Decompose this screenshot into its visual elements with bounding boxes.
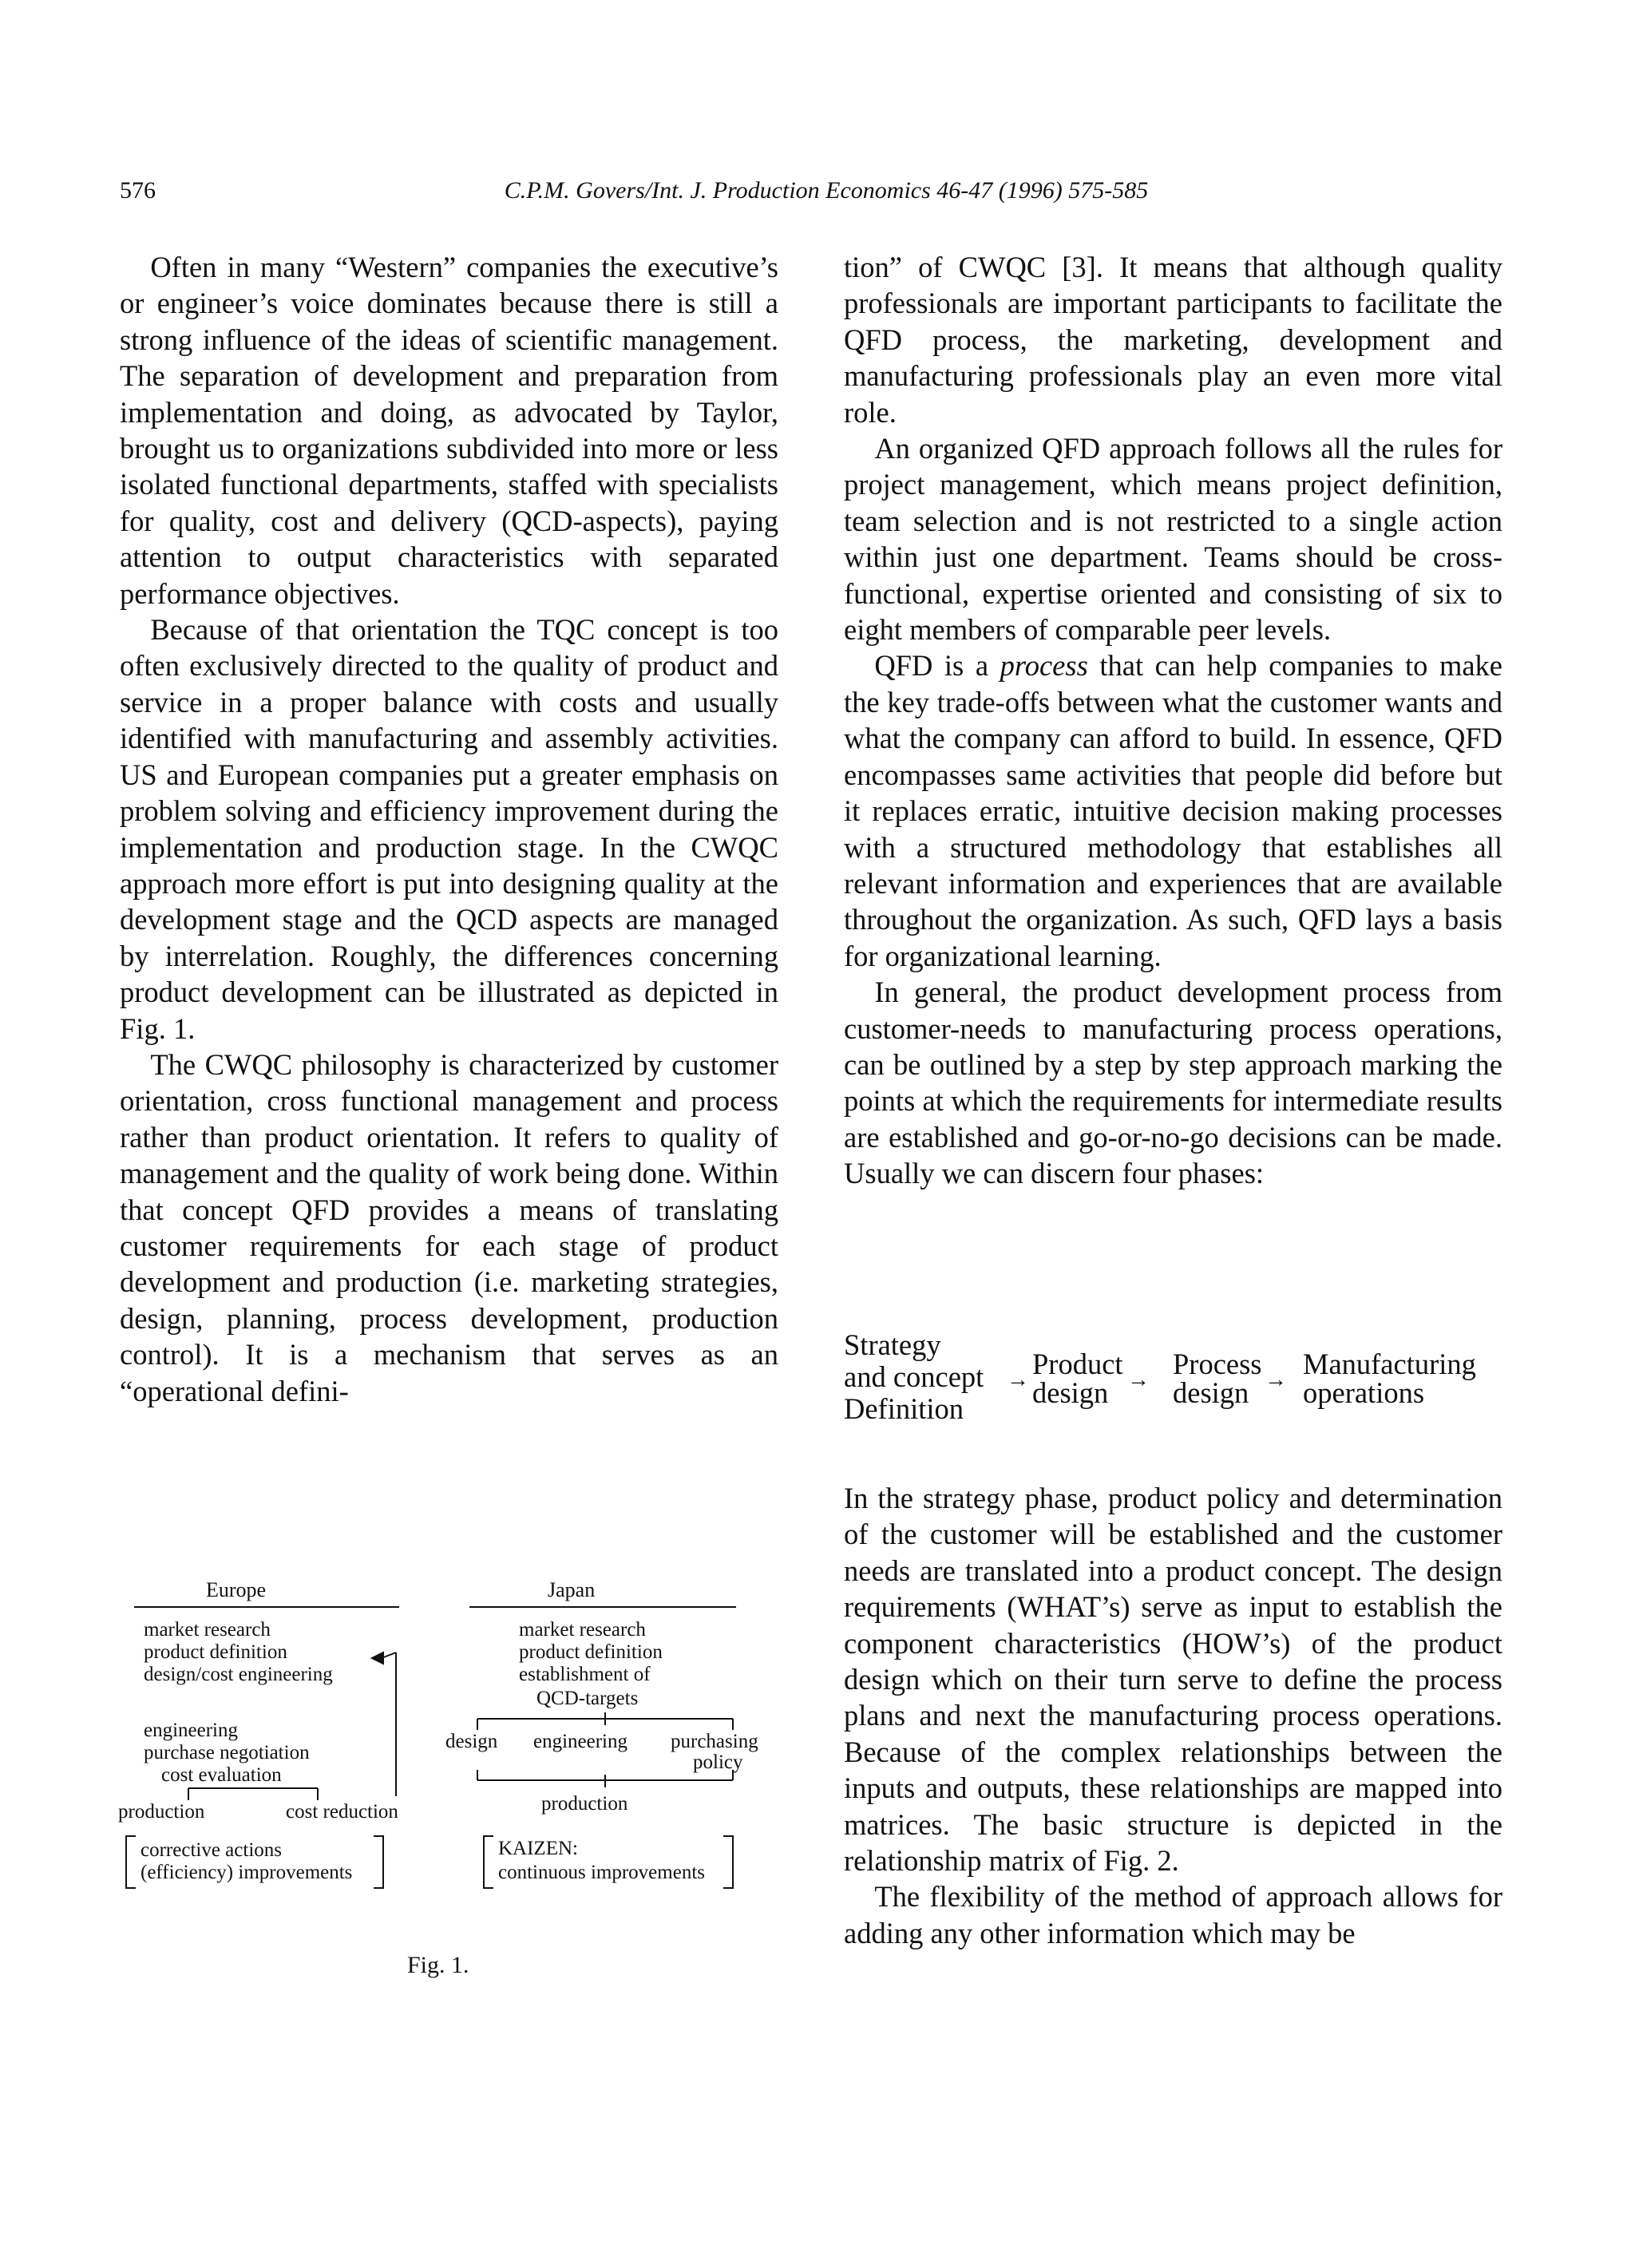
paragraph: The CWQC philosophy is characterized by customer orientation, cross functional management and process rather than product orientation. It refers to quality of management and the quality of work being done. Within that concept QFD provides a means of translating customer requirements for each stage of product development and production (i.e. marketing strategies, design, planning, process development, production control). It is a mechanism that serves as an “operational defini- xyxy=(120,1047,778,1407)
europe-cost-evaluation: cost evaluation xyxy=(161,1764,282,1786)
paragraph: In general, the product development process from customer-needs to manufacturing process operations, can be outlined by a step by step approach marking the points at which the requirements for intermediate results are established and go-or-no-go decisions can be made. Usually we can discern four phases: xyxy=(844,976,1502,1190)
japan-market-research: market research xyxy=(519,1619,646,1641)
europe-purchase: purchase negotiation xyxy=(144,1742,310,1763)
paragraph: In the strategy phase, product policy and determination of the customer will be established and the customer needs are translated into a product concept. The design requirements (WHAT’s) serve as input to establish the component characteristics (HOW’s) of the product design which on their turn serve to define the process plans and next the manufacturing process operations. Because of the complex relationships between the inputs and outputs, these relationships are mapped into matrices. The basic structure is depicted in the relationship matrix of Fig. 2. xyxy=(844,1482,1502,1878)
europe-product-definition: product definition xyxy=(144,1641,287,1663)
right-column-continued xyxy=(844,1480,1502,1951)
paragraph: tion” of CWQC [3]. It means that although quality professionals are important participants to facilitate the QFD process, the marketing, development and manufacturing professionals play an even more vital role. xyxy=(844,251,1502,429)
europe-corrective: corrective actions xyxy=(141,1839,282,1861)
right-column xyxy=(844,249,1502,1192)
europe-cost-reduction: cost reduction xyxy=(286,1801,398,1823)
arrow-icon: → xyxy=(1265,1368,1287,1392)
paragraph: Because of that orientation the TQC concept is too often exclusively directed to the quality of product and service in a proper balance with costs and usually identified with manufacturing and assembly activities. US and European companies put a greater emphasis on problem solving and efficiency improvement during the implementation and production stage. In the CWQC approach more effort is put into designing quality at the development stage and the QCD aspects are managed by interrelation. Roughly, the differences concerning product development can be illustrated as depicted in Fig. 1. xyxy=(120,613,778,1045)
europe-market-research: market research xyxy=(144,1619,271,1641)
japan-establishment: establishment of xyxy=(519,1664,651,1685)
japan-purchasing: purchasing xyxy=(671,1731,758,1752)
running-header xyxy=(120,177,1533,209)
phase-product-line2: design xyxy=(1032,1376,1109,1409)
phases-flow xyxy=(844,1329,1538,1449)
japan-qcd-targets: QCD-targets xyxy=(536,1688,639,1709)
japan-production: production xyxy=(541,1793,628,1815)
japan-continuous: continuous improvements xyxy=(498,1862,705,1883)
japan-product-definition: product definition xyxy=(519,1641,663,1663)
japan-design: design xyxy=(445,1731,498,1752)
emphasis: process xyxy=(1000,649,1088,683)
phase-mfg-line1: Manufacturing xyxy=(1303,1348,1476,1380)
arrow-icon: → xyxy=(1127,1368,1150,1392)
arrow-icon: → xyxy=(1007,1368,1029,1392)
paragraph: QFD is a process that can help companies to make the key trade-offs between what the customer wants and what the company can afford to build. In essence, QFD encompasses same activities that people did before but it replaces erratic, intuitive decision making processes with a structured methodology that establishes all relevant information and experiences that are available throughout the organization. As such, QFD lays a basis for organizational learning. xyxy=(844,649,1502,972)
phase-process-line2: design xyxy=(1173,1376,1249,1409)
phase-process-line1: Process xyxy=(1173,1348,1262,1380)
figure-caption: Fig. 1. xyxy=(407,1952,469,1978)
paragraph: Often in many “Western” companies the executive’s or engineer’s voice dominates because there is still a strong influence of the ideas of scientific management. The separation of development and preparation from implementation and doing, as advocated by Taylor, brought us to organizations subdivided into more or less isolated functional departments, staffed with specialists for quality, cost and delivery (QCD-aspects), paying attention to output characteristics with separated performance objectives. xyxy=(120,251,778,610)
europe-efficiency: (efficiency) improvements xyxy=(141,1862,353,1883)
phase-strategy-line2: and concept xyxy=(844,1360,984,1393)
left-column xyxy=(120,249,778,1409)
europe-design-cost: design/cost engineering xyxy=(144,1664,333,1685)
europe-production: production xyxy=(118,1801,205,1823)
japan-policy: policy xyxy=(693,1751,743,1773)
phase-strategy-line1: Strategy xyxy=(844,1328,941,1361)
phase-product-line1: Product xyxy=(1032,1348,1123,1380)
japan-kaizen: KAIZEN: xyxy=(498,1838,578,1859)
japan-engineering: engineering xyxy=(533,1731,628,1752)
europe-heading: Europe xyxy=(206,1578,267,1601)
paragraph: An organized QFD approach follows all the rules for project management, which means project definition, team selection and is not restricted to a single action within just one department. Teams should be cross-functional, expertise oriented and consisting of six to eight members of comparable peer levels. xyxy=(844,432,1502,647)
figure-1 xyxy=(112,1561,798,1992)
japan-heading: Japan xyxy=(548,1578,596,1601)
page-number: 576 xyxy=(120,177,156,204)
running-title: C.P.M. Govers/Int. J. Production Economics 46-47 (1996) 575-585 xyxy=(504,177,1149,204)
paragraph: The flexibility of the method of approach allows for adding any other information which may be xyxy=(844,1880,1502,1949)
europe-engineering: engineering xyxy=(144,1720,239,1741)
phase-mfg-line2: operations xyxy=(1303,1376,1425,1409)
phase-strategy-line3: Definition xyxy=(844,1392,964,1425)
